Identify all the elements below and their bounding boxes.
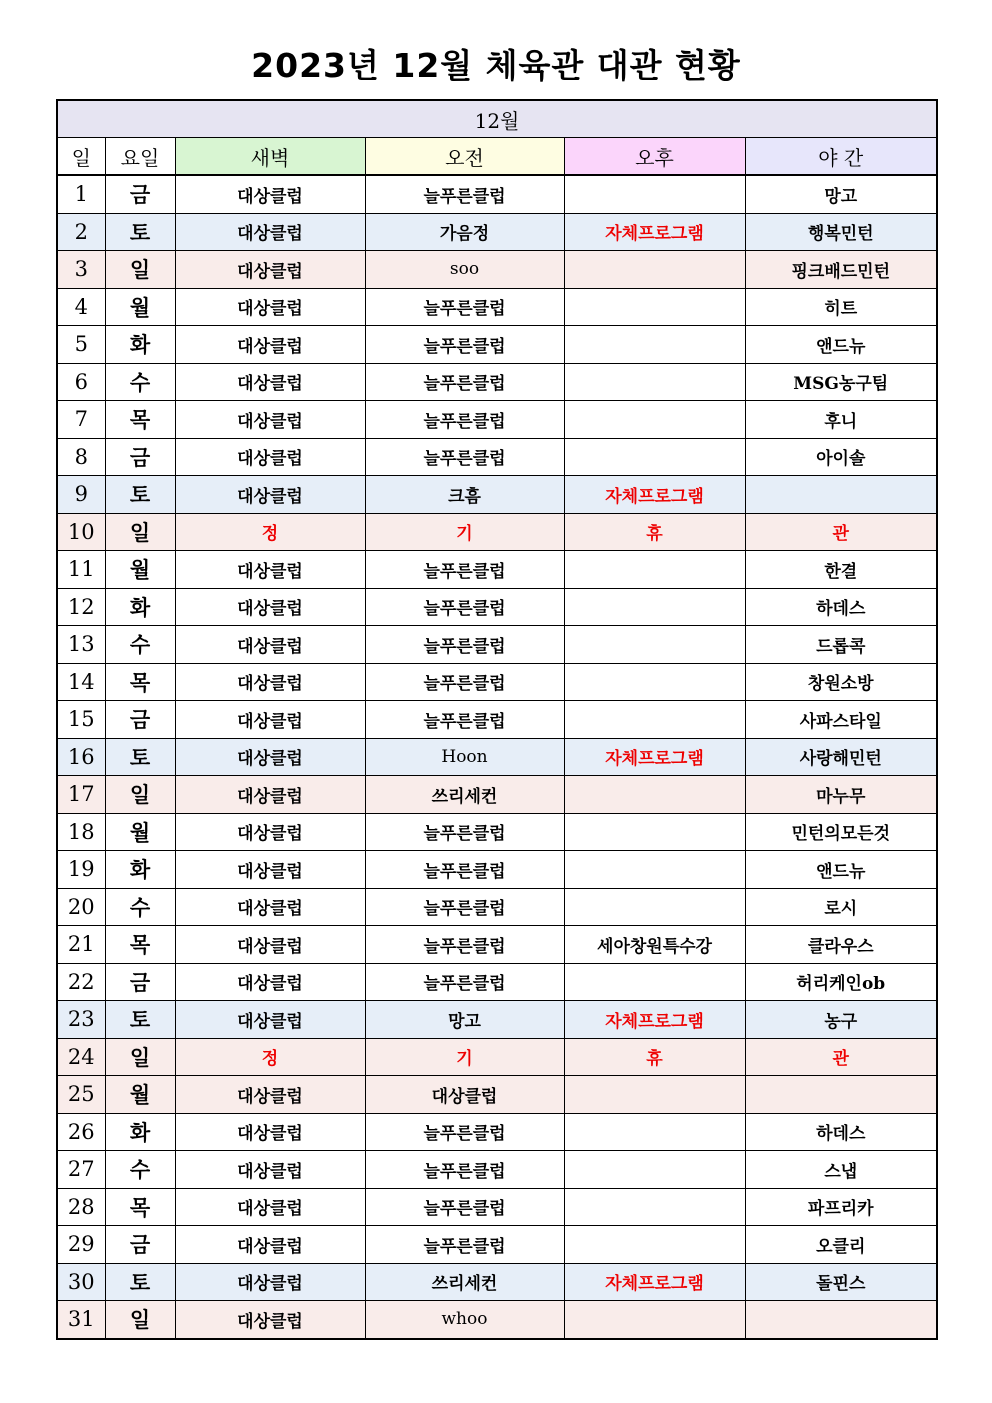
weekday-cell: 일 [105,251,175,289]
morning-cell: 늘푸른클럽 [365,588,564,626]
afternoon-cell [564,1226,745,1264]
dawn-cell: 대상클럽 [175,1301,365,1339]
table-row [57,513,937,551]
table-row [57,813,937,851]
night-cell [745,1301,937,1339]
day-cell: 16 [57,738,105,776]
table-row [57,438,937,476]
morning-cell: 늘푸른클럽 [365,701,564,739]
weekday-cell: 토 [105,213,175,251]
table-row [57,401,937,439]
afternoon-cell: 휴 [564,1038,745,1076]
table-row [57,1038,937,1076]
weekday-cell: 화 [105,851,175,889]
dawn-cell: 대상클럽 [175,551,365,589]
day-cell: 25 [57,1076,105,1114]
day-cell: 30 [57,1263,105,1301]
table-row [57,663,937,701]
weekday-cell: 목 [105,926,175,964]
day-cell: 4 [57,288,105,326]
table-row [57,738,937,776]
dawn-cell: 대상클럽 [175,363,365,401]
morning-cell: 늘푸른클럽 [365,438,564,476]
morning-cell: 기 [365,1038,564,1076]
morning-cell: 늘푸른클럽 [365,1188,564,1226]
weekday-cell: 금 [105,1226,175,1264]
morning-cell: 늘푸른클럽 [365,363,564,401]
morning-cell: 늘푸른클럽 [365,626,564,664]
day-cell: 14 [57,663,105,701]
day-cell: 12 [57,588,105,626]
morning-cell: 늘푸른클럽 [365,288,564,326]
day-cell: 9 [57,476,105,514]
day-cell: 20 [57,888,105,926]
dawn-cell: 대상클럽 [175,175,365,213]
weekday-cell: 월 [105,813,175,851]
table-row [57,476,937,514]
afternoon-cell [564,1151,745,1189]
afternoon-cell [564,288,745,326]
morning-cell: 늘푸른클럽 [365,1113,564,1151]
weekday-cell: 월 [105,1076,175,1114]
day-cell: 7 [57,401,105,439]
table-row [57,288,937,326]
night-cell [745,1076,937,1114]
morning-cell: 늘푸른클럽 [365,851,564,889]
day-cell: 13 [57,626,105,664]
night-cell: 허리케인ob [745,963,937,1001]
day-cell: 6 [57,363,105,401]
afternoon-cell [564,551,745,589]
afternoon-cell [564,1188,745,1226]
morning-cell: 늘푸른클럽 [365,888,564,926]
morning-cell: 늘푸른클럽 [365,926,564,964]
afternoon-cell [564,851,745,889]
night-cell: 관 [745,1038,937,1076]
weekday-cell: 금 [105,438,175,476]
morning-cell: 가음정 [365,213,564,251]
morning-cell: 늘푸른클럽 [365,175,564,213]
dawn-cell: 대상클럽 [175,401,365,439]
table-row [57,588,937,626]
table-row [57,551,937,589]
afternoon-cell [564,363,745,401]
night-cell: 로시 [745,888,937,926]
dawn-cell: 대상클럽 [175,776,365,814]
day-cell: 23 [57,1001,105,1039]
weekday-cell: 일 [105,513,175,551]
weekday-cell: 금 [105,175,175,213]
afternoon-cell [564,1301,745,1339]
table-row [57,851,937,889]
dawn-cell: 대상클럽 [175,851,365,889]
weekday-cell: 토 [105,738,175,776]
col-header-dawn: 새벽 [175,138,365,176]
dawn-cell: 대상클럽 [175,588,365,626]
morning-cell: 늘푸른클럽 [365,1226,564,1264]
dawn-cell: 대상클럽 [175,1188,365,1226]
table-row [57,213,937,251]
weekday-cell: 금 [105,963,175,1001]
night-cell: 사랑해민턴 [745,738,937,776]
afternoon-cell [564,326,745,364]
dawn-cell: 대상클럽 [175,476,365,514]
night-cell: 스냅 [745,1151,937,1189]
morning-cell: Hoon [365,738,564,776]
afternoon-cell: 자체프로그램 [564,213,745,251]
table-row [57,1113,937,1151]
afternoon-cell [564,438,745,476]
dawn-cell: 대상클럽 [175,888,365,926]
afternoon-cell [564,1076,745,1114]
weekday-cell: 토 [105,1001,175,1039]
dawn-cell: 대상클럽 [175,1226,365,1264]
morning-cell: 늘푸른클럽 [365,1151,564,1189]
weekday-cell: 화 [105,588,175,626]
morning-cell: 대상클럽 [365,1076,564,1114]
morning-cell: whoo [365,1301,564,1339]
night-cell: 파프리카 [745,1188,937,1226]
weekday-cell: 월 [105,288,175,326]
night-cell: 하데스 [745,1113,937,1151]
month-header-row [57,100,937,138]
afternoon-cell [564,1113,745,1151]
table-row [57,1076,937,1114]
afternoon-cell [564,813,745,851]
weekday-cell: 월 [105,551,175,589]
morning-cell: 망고 [365,1001,564,1039]
morning-cell: 늘푸른클럽 [365,963,564,1001]
table-row [57,701,937,739]
night-cell: 창원소방 [745,663,937,701]
col-header-afternoon: 오후 [564,138,745,176]
day-cell: 26 [57,1113,105,1151]
day-cell: 8 [57,438,105,476]
afternoon-cell [564,963,745,1001]
afternoon-cell [564,701,745,739]
col-header-day: 일 [57,138,105,176]
weekday-cell: 수 [105,363,175,401]
morning-cell: 크흠 [365,476,564,514]
table-row [57,175,937,213]
table-row [57,626,937,664]
weekday-cell: 목 [105,401,175,439]
dawn-cell: 대상클럽 [175,738,365,776]
morning-cell: 늘푸른클럽 [365,326,564,364]
night-cell: 한결 [745,551,937,589]
day-cell: 24 [57,1038,105,1076]
day-cell: 31 [57,1301,105,1339]
day-cell: 29 [57,1226,105,1264]
col-header-night: 야 간 [745,138,937,176]
dawn-cell: 대상클럽 [175,288,365,326]
afternoon-cell [564,663,745,701]
night-cell [745,476,937,514]
morning-cell: 늘푸른클럽 [365,551,564,589]
dawn-cell: 대상클럽 [175,701,365,739]
page-title: 2023년 12월 체육관 대관 현황 [251,46,741,85]
table-row [57,1151,937,1189]
afternoon-cell: 자체프로그램 [564,1001,745,1039]
afternoon-cell [564,401,745,439]
morning-cell: 늘푸른클럽 [365,663,564,701]
table-row [57,776,937,814]
night-cell: 아이솔 [745,438,937,476]
night-cell: 관 [745,513,937,551]
weekday-cell: 화 [105,326,175,364]
dawn-cell: 대상클럽 [175,1151,365,1189]
weekday-cell: 목 [105,1188,175,1226]
table-row [57,888,937,926]
table-row [57,1301,937,1339]
dawn-cell: 대상클럽 [175,663,365,701]
morning-cell: 쓰리세컨 [365,776,564,814]
dawn-cell: 대상클럽 [175,926,365,964]
night-cell: MSG농구팀 [745,363,937,401]
table-row [57,1001,937,1039]
dawn-cell: 대상클럽 [175,963,365,1001]
table-row [57,926,937,964]
dawn-cell: 대상클럽 [175,251,365,289]
night-cell: 행복민턴 [745,213,937,251]
month-label: 12월 [57,100,937,138]
night-cell: 농구 [745,1001,937,1039]
night-cell: 망고 [745,175,937,213]
night-cell: 드롭콕 [745,626,937,664]
table-row [57,326,937,364]
dawn-cell: 대상클럽 [175,1076,365,1114]
col-header-weekday: 요일 [105,138,175,176]
morning-cell: 기 [365,513,564,551]
table-row [57,1263,937,1301]
weekday-cell: 일 [105,1038,175,1076]
afternoon-cell [564,626,745,664]
day-cell: 22 [57,963,105,1001]
afternoon-cell: 자체프로그램 [564,1263,745,1301]
night-cell: 돌핀스 [745,1263,937,1301]
morning-cell: 늘푸른클럽 [365,401,564,439]
table-row [57,963,937,1001]
day-cell: 11 [57,551,105,589]
afternoon-cell [564,776,745,814]
day-cell: 15 [57,701,105,739]
night-cell: 하데스 [745,588,937,626]
day-cell: 2 [57,213,105,251]
afternoon-cell [564,888,745,926]
col-header-morning: 오전 [365,138,564,176]
day-cell: 28 [57,1188,105,1226]
weekday-cell: 화 [105,1113,175,1151]
rental-schedule-table [56,99,938,1340]
dawn-cell: 정 [175,513,365,551]
afternoon-cell [564,175,745,213]
weekday-cell: 토 [105,1263,175,1301]
weekday-cell: 일 [105,1301,175,1339]
dawn-cell: 정 [175,1038,365,1076]
afternoon-cell: 세아창원특수강 [564,926,745,964]
afternoon-cell: 자체프로그램 [564,476,745,514]
day-cell: 10 [57,513,105,551]
dawn-cell: 대상클럽 [175,213,365,251]
weekday-cell: 목 [105,663,175,701]
day-cell: 18 [57,813,105,851]
afternoon-cell [564,588,745,626]
night-cell: 마누무 [745,776,937,814]
afternoon-cell [564,251,745,289]
night-cell: 앤드뉴 [745,326,937,364]
day-cell: 27 [57,1151,105,1189]
night-cell: 앤드뉴 [745,851,937,889]
table-row [57,1188,937,1226]
dawn-cell: 대상클럽 [175,813,365,851]
dawn-cell: 대상클럽 [175,326,365,364]
weekday-cell: 금 [105,701,175,739]
day-cell: 19 [57,851,105,889]
night-cell: 오클리 [745,1226,937,1264]
day-cell: 21 [57,926,105,964]
dawn-cell: 대상클럽 [175,1113,365,1151]
day-cell: 17 [57,776,105,814]
weekday-cell: 수 [105,888,175,926]
table-row [57,363,937,401]
table-row [57,1226,937,1264]
day-cell: 5 [57,326,105,364]
afternoon-cell: 자체프로그램 [564,738,745,776]
night-cell: 히트 [745,288,937,326]
dawn-cell: 대상클럽 [175,1263,365,1301]
night-cell: 사파스타일 [745,701,937,739]
night-cell: 후니 [745,401,937,439]
day-cell: 3 [57,251,105,289]
dawn-cell: 대상클럽 [175,1001,365,1039]
night-cell: 민턴의모든것 [745,813,937,851]
morning-cell: 늘푸른클럽 [365,813,564,851]
dawn-cell: 대상클럽 [175,626,365,664]
dawn-cell: 대상클럽 [175,438,365,476]
table-row [57,251,937,289]
day-cell: 1 [57,175,105,213]
weekday-cell: 수 [105,626,175,664]
afternoon-cell: 휴 [564,513,745,551]
morning-cell: 쓰리세컨 [365,1263,564,1301]
weekday-cell: 일 [105,776,175,814]
weekday-cell: 토 [105,476,175,514]
night-cell: 핑크배드민턴 [745,251,937,289]
column-header-row [57,138,937,176]
weekday-cell: 수 [105,1151,175,1189]
night-cell: 클라우스 [745,926,937,964]
morning-cell: soo [365,251,564,289]
